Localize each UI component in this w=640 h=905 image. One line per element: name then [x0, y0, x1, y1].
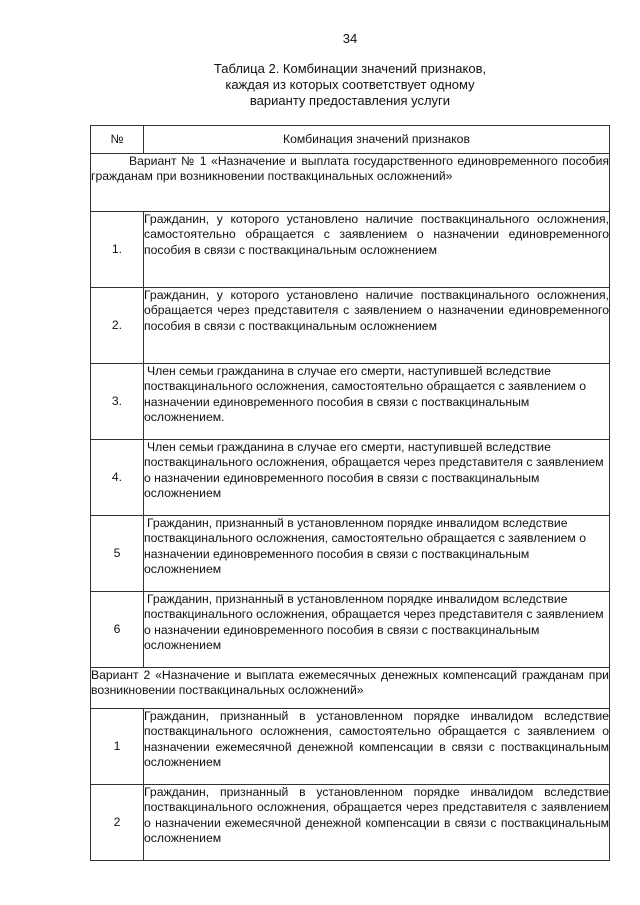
- row-number: 2: [91, 785, 144, 861]
- row-number: 4.: [91, 440, 144, 516]
- row-description: [144, 212, 610, 288]
- table-caption: [0, 61, 640, 109]
- table-row: [91, 785, 610, 861]
- row-description: [144, 288, 610, 364]
- row-description: [144, 592, 610, 668]
- row-description-text: Гражданин, признанный в установленном порядке инвалидом вследствие поствакцинального осложнения, обращается через представителя с заявлением о назначении ежемесячной денежной компенсации в связи с поствакцинальным осложнением: [144, 785, 609, 846]
- header-combination: Комбинация значений признаков: [144, 126, 610, 154]
- combinations-table: [90, 125, 610, 861]
- row-description: [144, 440, 610, 516]
- row-number: 2.: [91, 288, 144, 364]
- row-description-text: Гражданин, признанный в установленном порядке инвалидом вследствие поствакцинального осложнения, обращается через представителя с заявлением о назначении единовременного пособия в связи с поствакцинальным осложнением: [144, 592, 604, 653]
- header-num: №: [91, 126, 144, 154]
- row-description: [144, 516, 610, 592]
- page-number: 34: [342, 31, 358, 46]
- row-description: [144, 785, 610, 861]
- table-header-row: [91, 126, 610, 154]
- caption-line-1: Таблица 2. Комбинации значений признаков,: [213, 61, 487, 76]
- table-row: [91, 288, 610, 364]
- row-number: 1.: [91, 212, 144, 288]
- row-description-text: Гражданин, у которого установлено наличие поствакцинального осложнения, самостоятельно обращается с заявлением о назначении единовременного пособия в связи с поствакцинальным осложнением: [144, 212, 609, 257]
- table-row: [91, 516, 610, 592]
- variant-1-title-text: Вариант № 1 «Назначение и выплата государственного единовременного пособия гражданам при возникновении поствакцинальных осложнений»: [91, 154, 609, 184]
- row-number: 5: [91, 516, 144, 592]
- row-description-text: Гражданин, признанный в установленном порядке инвалидом вследствие поствакцинального осложнения, самостоятельно обращается с заявлением о назначении ежемесячной денежной компенсации в связи с поствакцинальным осложнением: [144, 709, 609, 770]
- variant-1-row: [91, 154, 610, 212]
- variant-2-title: [91, 668, 610, 709]
- table-row: [91, 212, 610, 288]
- row-number: 3.: [91, 364, 144, 440]
- row-number: 1: [91, 709, 144, 785]
- variant-2-title-text: Вариант 2 «Назначение и выплата ежемесячных денежных компенсаций гражданам при возникновении поствакцинальных осложнений»: [91, 668, 609, 698]
- table-row: [91, 440, 610, 516]
- table-row: [91, 592, 610, 668]
- table-row: [91, 709, 610, 785]
- variant-1-title: [91, 154, 610, 212]
- variant-2-row: [91, 668, 610, 709]
- row-description-text: Гражданин, признанный в установленном порядке инвалидом вследствие поствакцинального осложнения, самостоятельно обращается с заявлением о назначении единовременного пособия в связи с поствакцинальным осложнением: [144, 516, 586, 577]
- row-description: [144, 364, 610, 440]
- row-description-text: Член семьи гражданина в случае его смерти, наступившей вследствие поствакцинального осложнения, самостоятельно обращается с заявлением о назначении единовременного пособия в связи с поствакцинальным осложнением.: [144, 364, 586, 425]
- row-number: 6: [91, 592, 144, 668]
- caption-line-3: варианту предоставления услуги: [249, 93, 451, 108]
- row-description-text: Член семьи гражданина в случае его смерти, наступившей вследствие поствакцинального осложнения, обращается через представителя с заявлением о назначении единовременного пособия в связи с поствакцинальным осложнением: [144, 440, 604, 501]
- table-row: [91, 364, 610, 440]
- row-description: [144, 709, 610, 785]
- row-description-text: Гражданин, у которого установлено наличие поствакцинального осложнения, обращается через представителя с заявлением о назначении единовременного пособия в связи с поствакцинальным осложнением: [144, 288, 609, 333]
- caption-line-2: каждая из которых соответствует одному: [225, 77, 475, 92]
